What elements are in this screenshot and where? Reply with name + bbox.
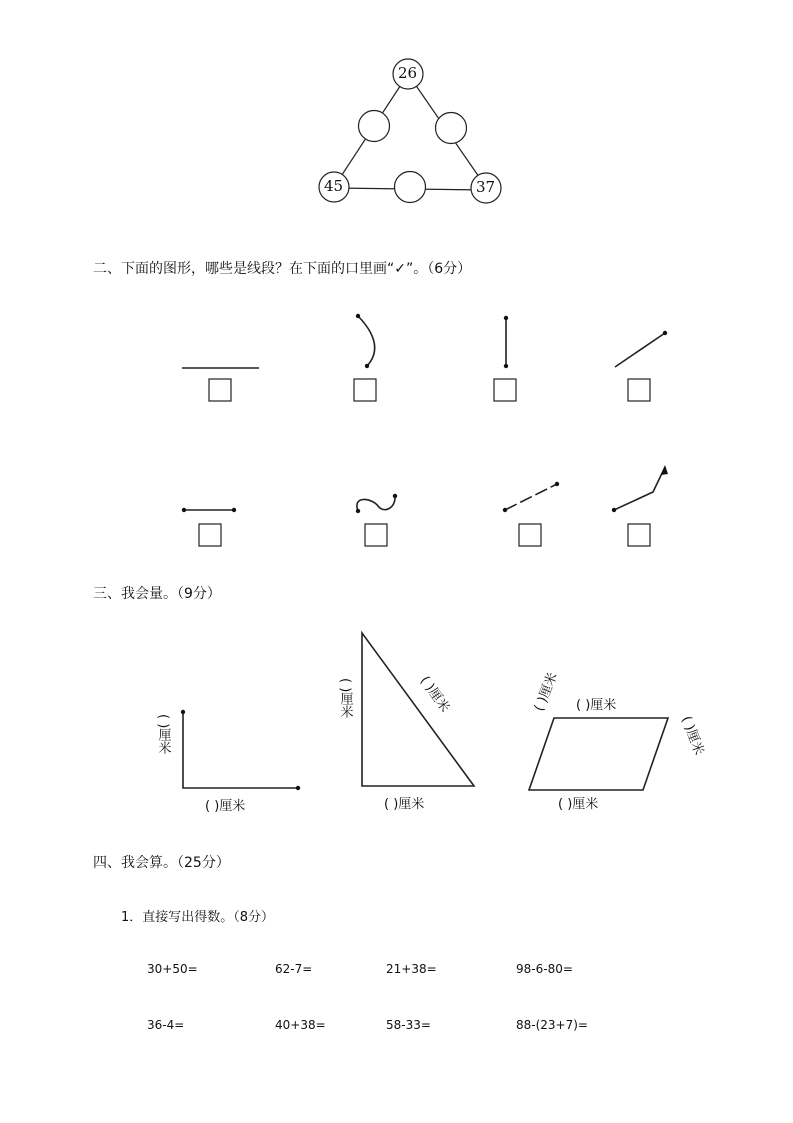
calc-r2c2: 40+38= bbox=[275, 1018, 326, 1032]
calc-r2c1: 36-4= bbox=[147, 1018, 185, 1032]
calc-r1c1: 30+50= bbox=[147, 962, 198, 976]
calc-r2c4: 88-(23+7)= bbox=[516, 1018, 588, 1032]
section4-heading: 四、我会算。（25分） bbox=[93, 855, 230, 871]
section3-heading: 三、我会量。（9分） bbox=[93, 586, 221, 602]
section4-subheading: 1．直接写出得数。（8分） bbox=[121, 910, 275, 925]
triangle-top-number: 26 bbox=[398, 64, 418, 82]
section2-heading: 二、下面的图形，哪些是线段？在下面的口里画“✓”。（6分） bbox=[93, 261, 472, 277]
triangle-base-label: ( )厘米 bbox=[384, 797, 425, 812]
parallelogram-right-label: ( )厘米 bbox=[678, 714, 707, 758]
calc-r1c3: 21+38= bbox=[386, 962, 437, 976]
triangle-hypotenuse-label: ( )厘米 bbox=[416, 673, 453, 716]
parallelogram-left-label: ( )厘米 bbox=[531, 670, 561, 714]
parallelogram-top-label: ( )厘米 bbox=[576, 698, 617, 713]
calc-r1c2: 62-7= bbox=[275, 962, 313, 976]
triangle-bottom-right-number: 37 bbox=[476, 178, 496, 196]
parallelogram-bottom-label: ( )厘米 bbox=[558, 797, 599, 812]
triangle-vertical-label: ( )厘米 bbox=[337, 678, 353, 719]
right-angle-horizontal-label: ( )厘米 bbox=[205, 799, 246, 814]
calc-r1c4: 98-6-80= bbox=[516, 962, 573, 976]
right-angle-vertical-label: ( )厘米 bbox=[155, 714, 171, 755]
triangle-bottom-left-number: 45 bbox=[324, 177, 344, 195]
calc-r2c3: 58-33= bbox=[386, 1018, 431, 1032]
